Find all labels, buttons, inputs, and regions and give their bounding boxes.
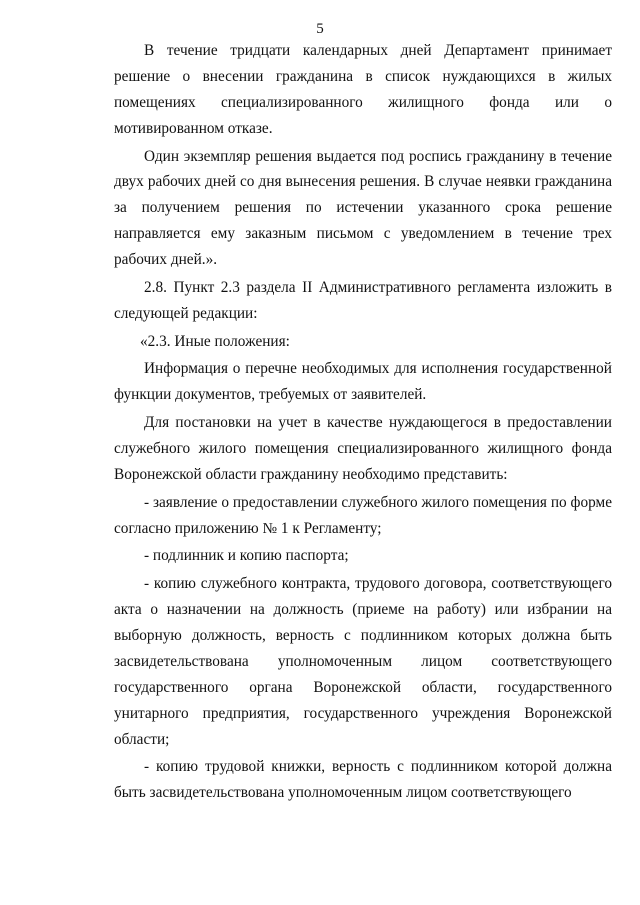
list-item-passport: - подлинник и копию паспорта; <box>144 547 349 565</box>
paragraph-decision-delivery: Один экземпляр решения выдается под роспись гражданину в течение двух рабочих дней со дня вынесения решения. В случае неявки гражданина за получением решения по истечении указанного срока решение направляется ему заказным письмом с уведомлением в течение трех рабочих дней.». <box>114 147 612 269</box>
paragraph-clause-2-3-heading: «2.3. Иные положения: <box>140 332 290 350</box>
list-item-application: - заявление о предоставлении служебного жилого помещения по форме согласно приложению № 1 к Регламенту; <box>114 493 612 537</box>
list-item-service-contract: - копию служебного контракта, трудового договора, соответствующего акта о назначении на должность (приеме на работу) или избрании на выборную должность, верность с подлинником которых должна быть засвидетельствована уполномоченным лицом соответствующего государственного органа Воронежской области, государственного унитарного предприятия, государственного учреждения Воронежской области; <box>114 575 612 748</box>
paragraph-clause-2-8: 2.8. Пункт 2.3 раздела II Административного регламента изложить в следующей редакции: <box>114 278 612 322</box>
document-body <box>114 38 612 806</box>
paragraph-registration-requirements: Для постановки на учет в качестве нуждающегося в предоставлении служебного жилого помещения специализированного жилищного фонда Воронежской области гражданину необходимо представить: <box>114 414 612 483</box>
page-number: 5 <box>316 21 324 37</box>
paragraph-decision-period: В течение тридцати календарных дней Департамент принимает решение о внесении гражданина в список нуждающихся в жилых помещениях специализированного жилищного фонда или о мотивированном отказе. <box>114 42 612 137</box>
list-item-employment-record: - копию трудовой книжки, верность с подлинником которой должна быть засвидетельствована уполномоченным лицом соответствующего <box>114 758 612 802</box>
paragraph-documents-info: Информация о перечне необходимых для исполнения государственной функции документов, требуемых от заявителей. <box>114 360 612 404</box>
